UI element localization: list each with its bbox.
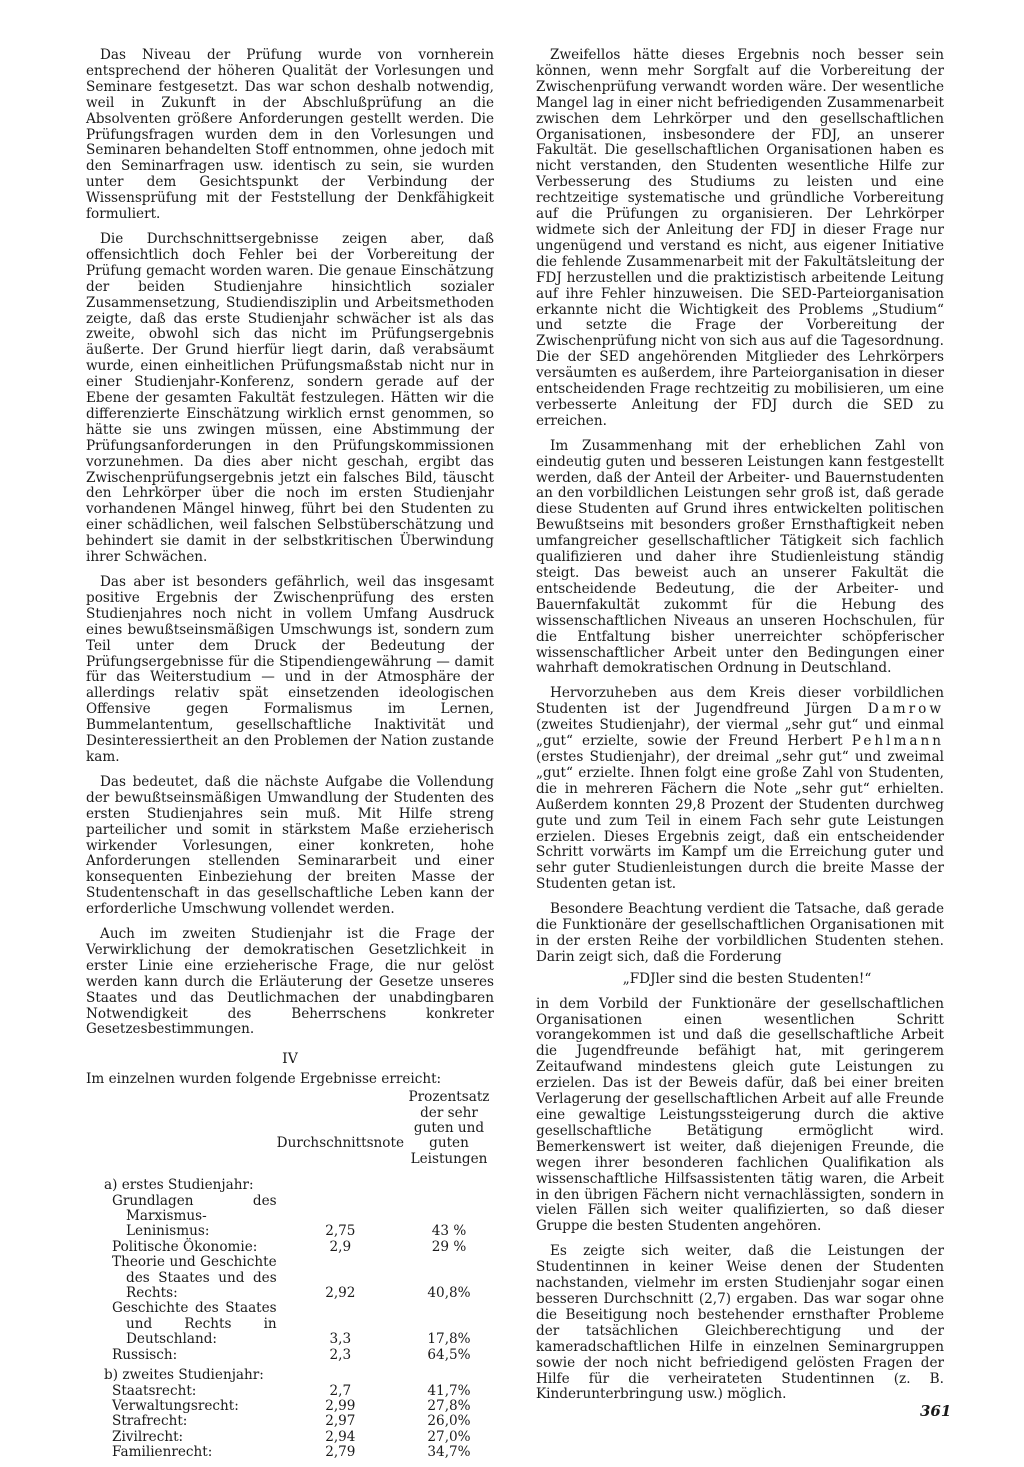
table-row: Strafrecht: 2,97 26,0% — [112, 1413, 471, 1430]
group-row: a) erstes Studienjahr: — [104, 1177, 254, 1194]
paragraph: Es zeigte sich weiter, daß die Leistungen der Studentinnen in keiner Weise denen der Studenten nachstanden, vielmehr im ersten Studienjahr sogar einen besseren Durchschnitt (2,7) ergaben. Das war sogar ohne die Beseitigung noch bestehender ernsthafter Probleme der tatsächlichen Gleichberechtigung und der kameradschaftlichen Hilfe in einzelnen Seminargruppen sowie der noch nicht befriedigend gelösten Fragen der Hilfe für die verheirateten Studentinnen (z. B. Kinderunterbringung usw.) möglich. — [536, 1243, 944, 1403]
paragraph: Hervorzuheben aus dem Kreis dieser vorbildlichen Studenten ist der Jugendfreund Jürgen Damrow (zweites Studienjahr), der viermal „sehr gut“ und einmal „gut“ erzielte, sowie der Freund Herbert Pehlmann (erstes Studienjahr), der dreimal „sehr gut“ und zweimal „gut“ erzielte. Ihnen folgt eine große Zahl von Studenten, die in mehreren Fächern die Note „sehr gut“ erhielten. Außerdem konnten 29,8 Prozent der Studenten durchweg gute und zum Teil in einem Fach sehr gute Leistungen erzielen. Dieses Ergebnis zeigt, daß ein entscheidender Schritt vorwärts im Kampf um die Erreichung guter und sehr guter Studienleistungen durch die breite Masse der Studenten getan ist. — [536, 685, 944, 893]
paragraph: Besondere Beachtung verdient die Tatsache, daß gerade die Funktionäre der gesellschaftlichen Organisationen mit in der ersten Reihe der vorbildlichen Studenten stehen. Darin zeigt sich, daß die Forderung — [536, 901, 944, 965]
section-heading: IV — [282, 1051, 298, 1068]
table-row: Grundlagen des Marxismus-Leninismus: 2,75 43 % — [112, 1192, 467, 1240]
student-name: Damrow — [867, 701, 944, 718]
table-intro: Im einzelnen wurden folgende Ergebnisse erreicht: — [86, 1071, 442, 1088]
header-average: Durchschnittsnote — [276, 1134, 404, 1151]
results-table — [86, 1090, 494, 1460]
student-name: Pehlmann — [851, 733, 944, 750]
paragraph: Das bedeutet, daß die nächste Aufgabe die Vollendung der bewußtseinsmäßigen Umwandlung der Studenten des ersten Studienjahres sein muß. Mit Hilfe streng parteilicher und somit in stärkstem Maße erzieherisch wirkender Vorlesungen, einer konkreten, hohe Anforderungen stellenden Seminararbeit und einer konsequenten Einbeziehung der breiten Masse der Studentenschaft in das gesellschaftliche Leben kann der erforderliche Umschwung vollendet werden. — [86, 773, 494, 918]
header-percentage: Prozentsatz der sehr guten und guten Leistungen — [408, 1089, 490, 1167]
table-row: Familienrecht: 2,79 34,7% — [112, 1444, 471, 1461]
paragraph: Zweifellos hätte dieses Ergebnis noch besser sein können, wenn mehr Sorgfalt auf die Vorbereitung der Zwischenprüfung verwandt worden wäre. Der wesentliche Mangel lag in einer nicht befriedigenden Zusammenarbeit zwischen dem Lehrkörper und den gesellschaftlichen Organisationen, insbesondere der FDJ, an unserer Fakultät. Die gesellschaftlichen Organisationen haben es nicht verstanden, den Studenten wesentliche Hilfe zur Verbesserung des Studiums zu leisten und eine rechtzeitige systematische und gründliche Vorbereitung auf die Prüfungen zu organisieren. Der Lehrkörper widmete sich der Anleitung der FDJ in dieser Frage nur ungenügend und verstand es nicht, aus eigener Initiative die fehlende Zusammenarbeit mit der Fakultätsleitung der FDJ herzustellen und die praktizistisch arbeitende Leitung auf ihre Fehler hinzuweisen. Die SED-Parteiorganisation erkannte nicht die Wichtigkeit des Problems „Studium“ und setzte die Frage der Vorbereitung der Zwischenprüfung nicht von sich aus auf die Tagesordnung. Die der SED angehörenden Mitglieder des Lehrkörpers versäumten es außerdem, ihre Parteiorganisation in dieser entscheidenden Frage rechtzeitig zu mobilisieren, um eine verbesserte Anleitung der FDJ durch die SED zu erreichen. — [536, 47, 944, 429]
paragraph: Die Durchschnittsergebnisse zeigen aber, daß offensichtlich doch Fehler bei der Vorbereitung der Prüfung gemacht worden waren. Die genaue Einschätzung der beiden Studienjahre hinsichtlich sozialer Zusammensetzung, Studiendisziplin und Arbeitsmethoden zeigte, daß das erste Studienjahr schwächer ist als das zweite, obwohl sich das nicht im Prüfungsergebnis äußerte. Der Grund hierfür liegt darin, daß verabsäumt wurde, einen einheitlichen Prüfungsmaßstab nicht nur in einer Studienjahr-Konferenz, sondern gerade auf der Ebene der gesamten Fakultät festzulegen. Hätten wir die differenzierte Einschätzung wirklich ernst genommen, so hätte sie uns zwingen müssen, eine Abstimmung der Prüfungsanforderungen in den Prüfungskommissionen vorzunehmen. Da dies aber nicht geschah, ergibt das Zwischenprüfungsergebnis jetzt ein falsches Bild, täuscht den Lehrkörper über die noch im ersten Studienjahr vorhandenen Mängel hinweg, führt bei den Studenten zu einer schädlichen, weil falschen Selbstüberschätzung und behindert sie damit in der selbstkritischen Überwindung ihrer Schwächen. — [86, 230, 494, 566]
paragraph: Auch im zweiten Studienjahr ist die Frage der Verwirklichung der demokratischen Gesetzlichkeit in erster Linie eine erzieherische Frage, die nur gelöst werden kann durch die Erläuterung der Gesetze unseres Staates und das Deutlichmachen der unabdingbaren Notwendigkeit des Beherrschens konkreter Gesetzesbestimmungen. — [86, 926, 494, 1038]
table-row: Geschichte des Staates und Rechts in Deutschland: 3,3 17,8% — [112, 1300, 471, 1348]
table-row: Politische Ökonomie: 2,9 29 % — [112, 1238, 467, 1255]
paragraph: in dem Vorbild der Funktionäre der gesellschaftlichen Organisationen einen wesentlichen Schritt vorangekommen ist und daß die gesellschaftliche Arbeit die Jugendfreunde befähigt hat, mit geringerem Zeitaufwand mindestens gleich gute Leistungen zu erzielen. Das ist der Beweis dafür, daß bei einer breiten Verlagerung der gesellschaftlichen Arbeit auf alle Freunde eine gewaltige Leistungssteigerung durch die aktive gesellschaftliche Betätigung ermöglicht wird. Bemerkenswert ist weiter, daß diejenigen Freunde, die wegen ihrer besonderen fachlichen Qualifikation als wissenschaftliche Hilfsassistenten tätig waren, die Arbeit in den übrigen Fächern nicht vernachlässigten, sondern in vielen Fällen sich weiter qualifizierten, so daß dieser Gruppe die besten Studenten angehören. — [536, 995, 944, 1235]
table-header-row — [86, 1090, 494, 1173]
left-column — [86, 48, 494, 1461]
paragraph: Das Niveau der Prüfung wurde von vornherein entsprechend der höheren Qualität der Vorlesungen und Seminare festgesetzt. Das war schon deshalb notwendig, weil in Zukunft in der Abschlußprüfung an die Absolventen größere Anforderungen gestellt werden. Die Prüfungsfragen wurden dem in den Vorlesungen und Seminaren behandelten Stoff entnommen, ohne jedoch mit den Seminarfragen usw. identisch zu sein, sie wurden unter dem Gesichtspunkt der Verbindung der Wissensprüfung mit der Feststellung der Denkfähigkeit formuliert. — [86, 47, 494, 223]
right-column — [536, 48, 944, 1412]
table-row: Theorie und Geschichte des Staates und des Rechts: 2,92 40,8% — [112, 1254, 471, 1302]
slogan-quote: „FDJler sind die besten Studenten!“ — [622, 970, 872, 987]
table-row: Staatsrecht: 2,7 41,7% — [112, 1382, 471, 1399]
table-row: Russisch: 2,3 64,5% — [112, 1346, 471, 1363]
group-row: b) zweites Studienjahr: — [104, 1367, 264, 1384]
table-row: Verwaltungsrecht: 2,99 27,8% — [112, 1397, 471, 1414]
paragraph: Das aber ist besonders gefährlich, weil das insgesamt positive Ergebnis der Zwischenprüfung des ersten Studienjahres noch nicht in vollem Umfang Ausdruck eines bewußtseinsmäßigen Umschwungs ist, sondern zum Teil unter dem Druck der Bedeutung der Prüfungsergebnisse für die Stipendiengewährung — damit für das Weiterstudium — und in der Atmosphäre der allerdings relativ spät einsetzenden ideologischen Offensive gegen Formalismus im Lernen, Bummelantentum, gesellschaftliche Inaktivität und Desinteressiertheit an den Problemen der Nation zustande kam. — [86, 574, 494, 765]
table-row: Zivilrecht: 2,94 27,0% — [112, 1428, 471, 1445]
paragraph: Im Zusammenhang mit der erheblichen Zahl von eindeutig guten und besseren Leistungen kann festgestellt werden, daß der Anteil der Arbeiter- und Bauernstudenten an den vorbildlichen Leistungen sehr groß ist, daß gerade diese Studenten auf Grund ihres entwickelten politischen Bewußtseins mit besonders großer Ernsthaftigkeit neben umfangreicher gesellschaftlicher Tätigkeit sich fachlich qualifizieren und daher ihre Studienleistung ständig steigt. Das beweist auch an unserer Fakultät die entscheidende Bedeutung, die der Arbeiter- und Bauernfakultät zukommt für die Hebung des wissenschaftlichen Niveaus an unseren Hochschulen, für die Entfaltung bisher unerreichter schöpferischer wissenschaftlicher Arbeit unter den Bedingungen einer wahrhaft demokratischen Ordnung in Deutschland. — [536, 437, 944, 677]
page-number: 361 — [920, 1402, 952, 1420]
